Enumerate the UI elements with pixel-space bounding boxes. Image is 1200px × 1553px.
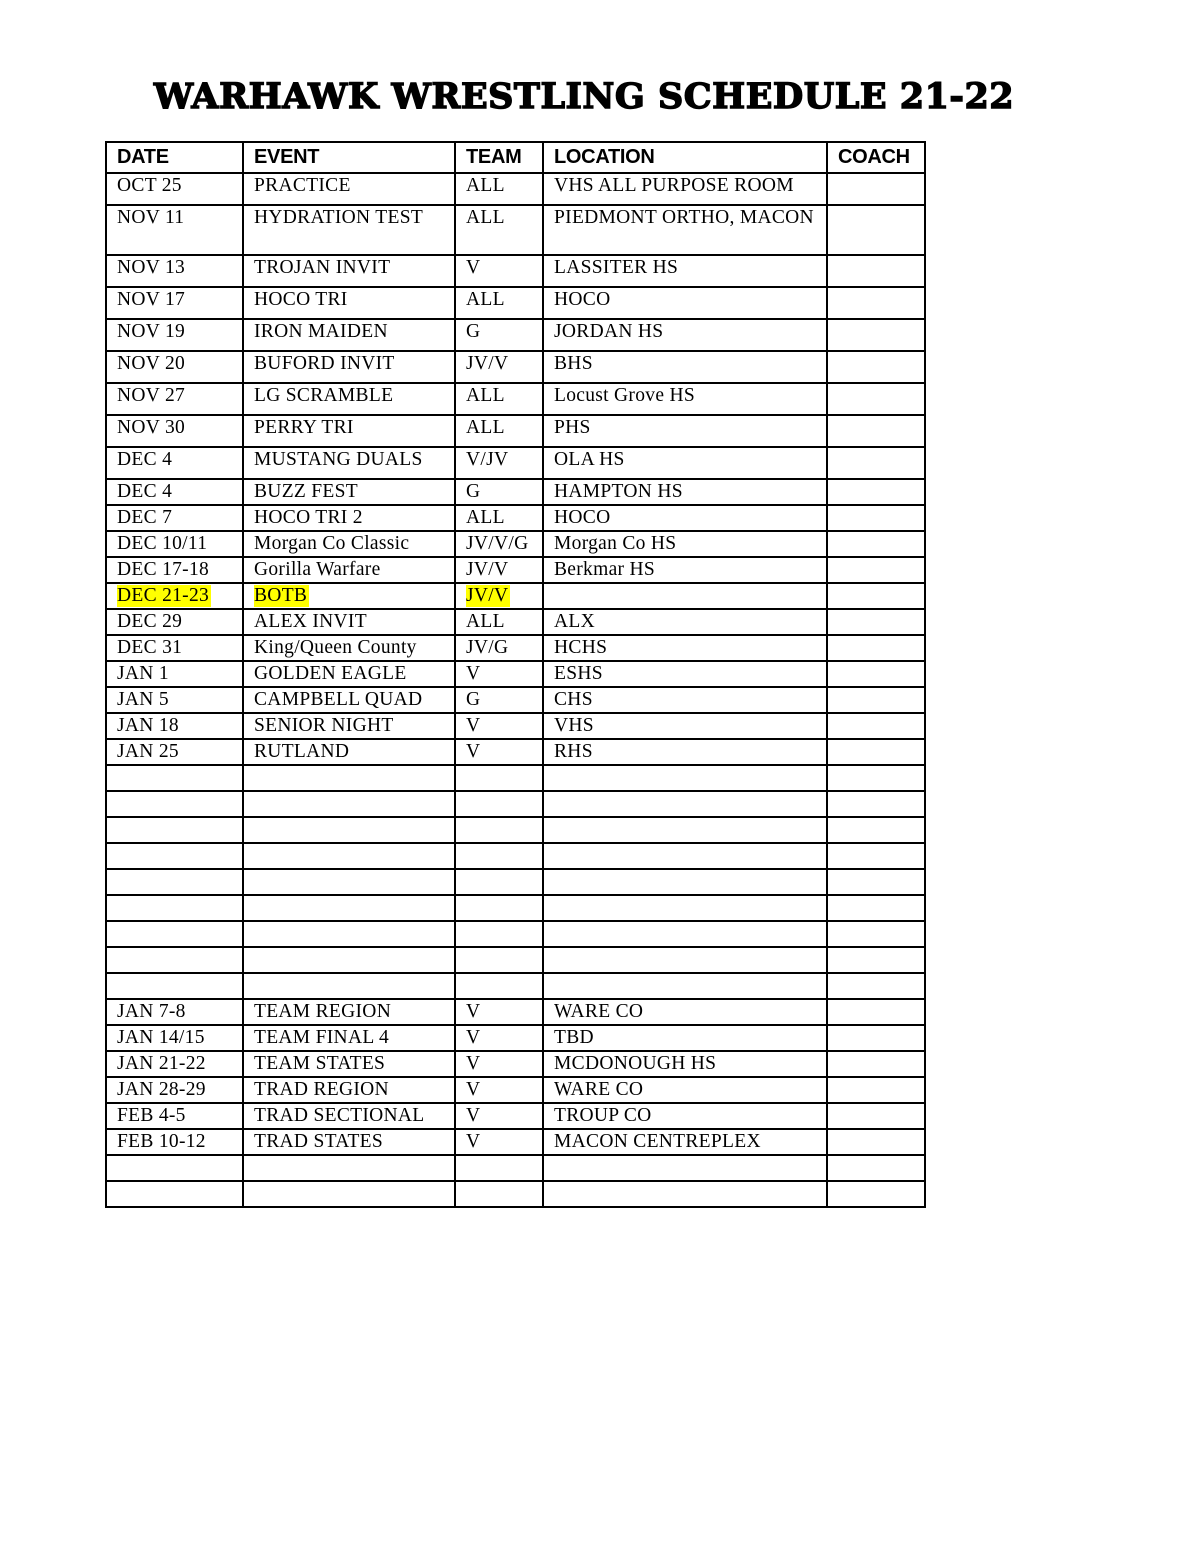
cell-location: HCHS (543, 635, 827, 661)
table-row (106, 869, 925, 895)
cell-location (543, 1181, 827, 1207)
cell-date (106, 869, 243, 895)
table-row (106, 921, 925, 947)
cell-date: DEC 31 (106, 635, 243, 661)
cell-coach (827, 351, 925, 383)
table-row (106, 1077, 925, 1103)
cell-event: CAMPBELL QUAD (243, 687, 455, 713)
header-row (106, 142, 925, 173)
cell-coach (827, 687, 925, 713)
cell-date: JAN 5 (106, 687, 243, 713)
table-row (106, 1103, 925, 1129)
cell-location: WARE CO (543, 999, 827, 1025)
cell-event: King/Queen County (243, 635, 455, 661)
cell-team: ALL (455, 287, 543, 319)
cell-event: PERRY TRI (243, 415, 455, 447)
cell-team: JV/V/G (455, 531, 543, 557)
cell-team: G (455, 479, 543, 505)
cell-date: DEC 4 (106, 479, 243, 505)
cell-date (106, 947, 243, 973)
cell-coach (827, 447, 925, 479)
header-coach: COACH (827, 142, 925, 173)
table-row (106, 173, 925, 205)
cell-event (243, 1155, 455, 1181)
cell-location: OLA HS (543, 447, 827, 479)
cell-team (455, 765, 543, 791)
table-row (106, 817, 925, 843)
cell-event: Morgan Co Classic (243, 531, 455, 557)
table-row (106, 687, 925, 713)
cell-coach (827, 1155, 925, 1181)
cell-team (455, 1155, 543, 1181)
cell-event (243, 1181, 455, 1207)
table-row (106, 1155, 925, 1181)
table-row (106, 415, 925, 447)
cell-team: V (455, 999, 543, 1025)
table-row (106, 447, 925, 479)
table-row (106, 713, 925, 739)
cell-location: HOCO (543, 505, 827, 531)
cell-event: BUZZ FEST (243, 479, 455, 505)
cell-coach (827, 635, 925, 661)
cell-location (543, 973, 827, 999)
cell-team: JV/G (455, 635, 543, 661)
cell-team: JV/V (455, 557, 543, 583)
table-row (106, 895, 925, 921)
cell-date: OCT 25 (106, 173, 243, 205)
cell-date: DEC 17-18 (106, 557, 243, 583)
cell-team (455, 947, 543, 973)
cell-event: GOLDEN EAGLE (243, 661, 455, 687)
cell-team: ALL (455, 415, 543, 447)
table-row (106, 1051, 925, 1077)
cell-team (455, 869, 543, 895)
table-row (106, 999, 925, 1025)
cell-event: RUTLAND (243, 739, 455, 765)
cell-location: LASSITER HS (543, 255, 827, 287)
cell-coach (827, 921, 925, 947)
header-event: EVENT (243, 142, 455, 173)
cell-coach (827, 843, 925, 869)
cell-event: PRACTICE (243, 173, 455, 205)
table-row (106, 609, 925, 635)
cell-location (543, 895, 827, 921)
cell-date (106, 817, 243, 843)
table-row (106, 791, 925, 817)
table-row (106, 505, 925, 531)
cell-location: HOCO (543, 287, 827, 319)
cell-team: V (455, 1051, 543, 1077)
cell-coach (827, 319, 925, 351)
table-row (106, 843, 925, 869)
cell-coach (827, 765, 925, 791)
table-row (106, 1025, 925, 1051)
cell-coach (827, 973, 925, 999)
table-row (106, 531, 925, 557)
cell-coach (827, 791, 925, 817)
cell-event: TRAD SECTIONAL (243, 1103, 455, 1129)
cell-team (455, 895, 543, 921)
cell-date (106, 765, 243, 791)
cell-date (106, 1155, 243, 1181)
cell-team: V (455, 1025, 543, 1051)
cell-location (543, 921, 827, 947)
cell-team (455, 817, 543, 843)
cell-coach (827, 1181, 925, 1207)
cell-team: G (455, 687, 543, 713)
table-row (106, 287, 925, 319)
cell-date: DEC 4 (106, 447, 243, 479)
header-team: TEAM (455, 142, 543, 173)
cell-location: Morgan Co HS (543, 531, 827, 557)
table-row (106, 1129, 925, 1155)
cell-coach (827, 383, 925, 415)
header-date: DATE (106, 142, 243, 173)
cell-date: JAN 18 (106, 713, 243, 739)
cell-date: JAN 25 (106, 739, 243, 765)
table-row (106, 319, 925, 351)
cell-date: NOV 11 (106, 205, 243, 255)
cell-coach (827, 531, 925, 557)
schedule-body (106, 173, 925, 1207)
cell-event: TEAM REGION (243, 999, 455, 1025)
table-row (106, 383, 925, 415)
cell-location (543, 1155, 827, 1181)
cell-location (543, 843, 827, 869)
cell-location (543, 765, 827, 791)
cell-location (543, 583, 827, 609)
cell-location: RHS (543, 739, 827, 765)
cell-date: JAN 28-29 (106, 1077, 243, 1103)
cell-location: MCDONOUGH HS (543, 1051, 827, 1077)
table-row (106, 661, 925, 687)
cell-date: JAN 1 (106, 661, 243, 687)
table-row (106, 583, 925, 609)
table-row (106, 765, 925, 791)
cell-event: HOCO TRI 2 (243, 505, 455, 531)
cell-event (243, 583, 455, 609)
cell-coach (827, 869, 925, 895)
cell-location: ESHS (543, 661, 827, 687)
header-location: LOCATION (543, 142, 827, 173)
cell-coach (827, 255, 925, 287)
cell-location: JORDAN HS (543, 319, 827, 351)
table-row (106, 351, 925, 383)
cell-coach (827, 1077, 925, 1103)
cell-coach (827, 1025, 925, 1051)
cell-team: ALL (455, 205, 543, 255)
cell-location: BHS (543, 351, 827, 383)
cell-location (543, 869, 827, 895)
cell-event: BUFORD INVIT (243, 351, 455, 383)
cell-date: FEB 10-12 (106, 1129, 243, 1155)
cell-location: TBD (543, 1025, 827, 1051)
cell-event (243, 895, 455, 921)
table-row (106, 255, 925, 287)
cell-coach (827, 999, 925, 1025)
schedule-table (105, 141, 926, 1208)
cell-event: TRAD REGION (243, 1077, 455, 1103)
cell-coach (827, 479, 925, 505)
cell-location: HAMPTON HS (543, 479, 827, 505)
cell-team: V (455, 255, 543, 287)
cell-coach (827, 557, 925, 583)
cell-coach (827, 739, 925, 765)
cell-team (455, 791, 543, 817)
cell-location: Locust Grove HS (543, 383, 827, 415)
cell-location: VHS (543, 713, 827, 739)
cell-location: Berkmar HS (543, 557, 827, 583)
cell-date: JAN 14/15 (106, 1025, 243, 1051)
cell-location (543, 791, 827, 817)
cell-event (243, 765, 455, 791)
cell-location: TROUP CO (543, 1103, 827, 1129)
cell-date (106, 843, 243, 869)
cell-team: ALL (455, 609, 543, 635)
cell-date: DEC 10/11 (106, 531, 243, 557)
cell-location: VHS ALL PURPOSE ROOM (543, 173, 827, 205)
cell-coach (827, 609, 925, 635)
cell-coach (827, 205, 925, 255)
cell-team: G (455, 319, 543, 351)
cell-event (243, 843, 455, 869)
cell-event: TROJAN INVIT (243, 255, 455, 287)
cell-date: NOV 13 (106, 255, 243, 287)
cell-event: IRON MAIDEN (243, 319, 455, 351)
cell-location: ALX (543, 609, 827, 635)
cell-coach (827, 713, 925, 739)
page-title: WARHAWK WRESTLING SCHEDULE 21-22 (153, 76, 1015, 117)
cell-location: PIEDMONT ORTHO, MACON (543, 205, 827, 255)
cell-event: SENIOR NIGHT (243, 713, 455, 739)
cell-team: JV/V (455, 351, 543, 383)
cell-coach (827, 505, 925, 531)
cell-event: TEAM STATES (243, 1051, 455, 1077)
cell-date: DEC 29 (106, 609, 243, 635)
table-row (106, 557, 925, 583)
cell-event: HOCO TRI (243, 287, 455, 319)
cell-event (243, 973, 455, 999)
cell-team (455, 973, 543, 999)
cell-date: JAN 21-22 (106, 1051, 243, 1077)
cell-event: TRAD STATES (243, 1129, 455, 1155)
cell-date: NOV 30 (106, 415, 243, 447)
cell-event (243, 869, 455, 895)
cell-event (243, 921, 455, 947)
cell-event (243, 947, 455, 973)
cell-team: V (455, 1077, 543, 1103)
cell-event: ALEX INVIT (243, 609, 455, 635)
cell-coach (827, 1051, 925, 1077)
cell-date (106, 1181, 243, 1207)
cell-location: CHS (543, 687, 827, 713)
cell-coach (827, 583, 925, 609)
highlighted-text: DEC 21-23 (117, 585, 210, 606)
cell-date: NOV 20 (106, 351, 243, 383)
cell-team: V/JV (455, 447, 543, 479)
cell-date: NOV 17 (106, 287, 243, 319)
cell-event (243, 791, 455, 817)
cell-date (106, 583, 243, 609)
cell-event: Gorilla Warfare (243, 557, 455, 583)
cell-coach (827, 1129, 925, 1155)
cell-coach (827, 947, 925, 973)
cell-team: V (455, 739, 543, 765)
cell-location: MACON CENTREPLEX (543, 1129, 827, 1155)
cell-location (543, 817, 827, 843)
cell-event: HYDRATION TEST (243, 205, 455, 255)
cell-team: V (455, 1103, 543, 1129)
cell-coach (827, 817, 925, 843)
cell-event: LG SCRAMBLE (243, 383, 455, 415)
cell-team: V (455, 713, 543, 739)
cell-date (106, 895, 243, 921)
cell-coach (827, 173, 925, 205)
cell-team (455, 843, 543, 869)
cell-team: ALL (455, 383, 543, 415)
cell-team (455, 921, 543, 947)
cell-coach (827, 287, 925, 319)
cell-date (106, 791, 243, 817)
cell-coach (827, 1103, 925, 1129)
cell-location: PHS (543, 415, 827, 447)
cell-date: JAN 7-8 (106, 999, 243, 1025)
cell-team: ALL (455, 505, 543, 531)
cell-date: FEB 4-5 (106, 1103, 243, 1129)
cell-location: WARE CO (543, 1077, 827, 1103)
highlighted-text: BOTB (254, 585, 308, 606)
cell-date: NOV 27 (106, 383, 243, 415)
table-row (106, 205, 925, 255)
cell-date: DEC 7 (106, 505, 243, 531)
table-row (106, 739, 925, 765)
table-row (106, 479, 925, 505)
cell-coach (827, 661, 925, 687)
table-row (106, 947, 925, 973)
cell-team (455, 583, 543, 609)
cell-event: TEAM FINAL 4 (243, 1025, 455, 1051)
table-row (106, 1181, 925, 1207)
cell-team (455, 1181, 543, 1207)
highlighted-text: JV/V (466, 585, 509, 606)
table-row (106, 635, 925, 661)
table-row (106, 973, 925, 999)
cell-event (243, 817, 455, 843)
cell-team: V (455, 1129, 543, 1155)
cell-date (106, 973, 243, 999)
cell-event: MUSTANG DUALS (243, 447, 455, 479)
cell-coach (827, 415, 925, 447)
cell-date: NOV 19 (106, 319, 243, 351)
cell-date (106, 921, 243, 947)
cell-team: ALL (455, 173, 543, 205)
cell-location (543, 947, 827, 973)
cell-team: V (455, 661, 543, 687)
cell-coach (827, 895, 925, 921)
